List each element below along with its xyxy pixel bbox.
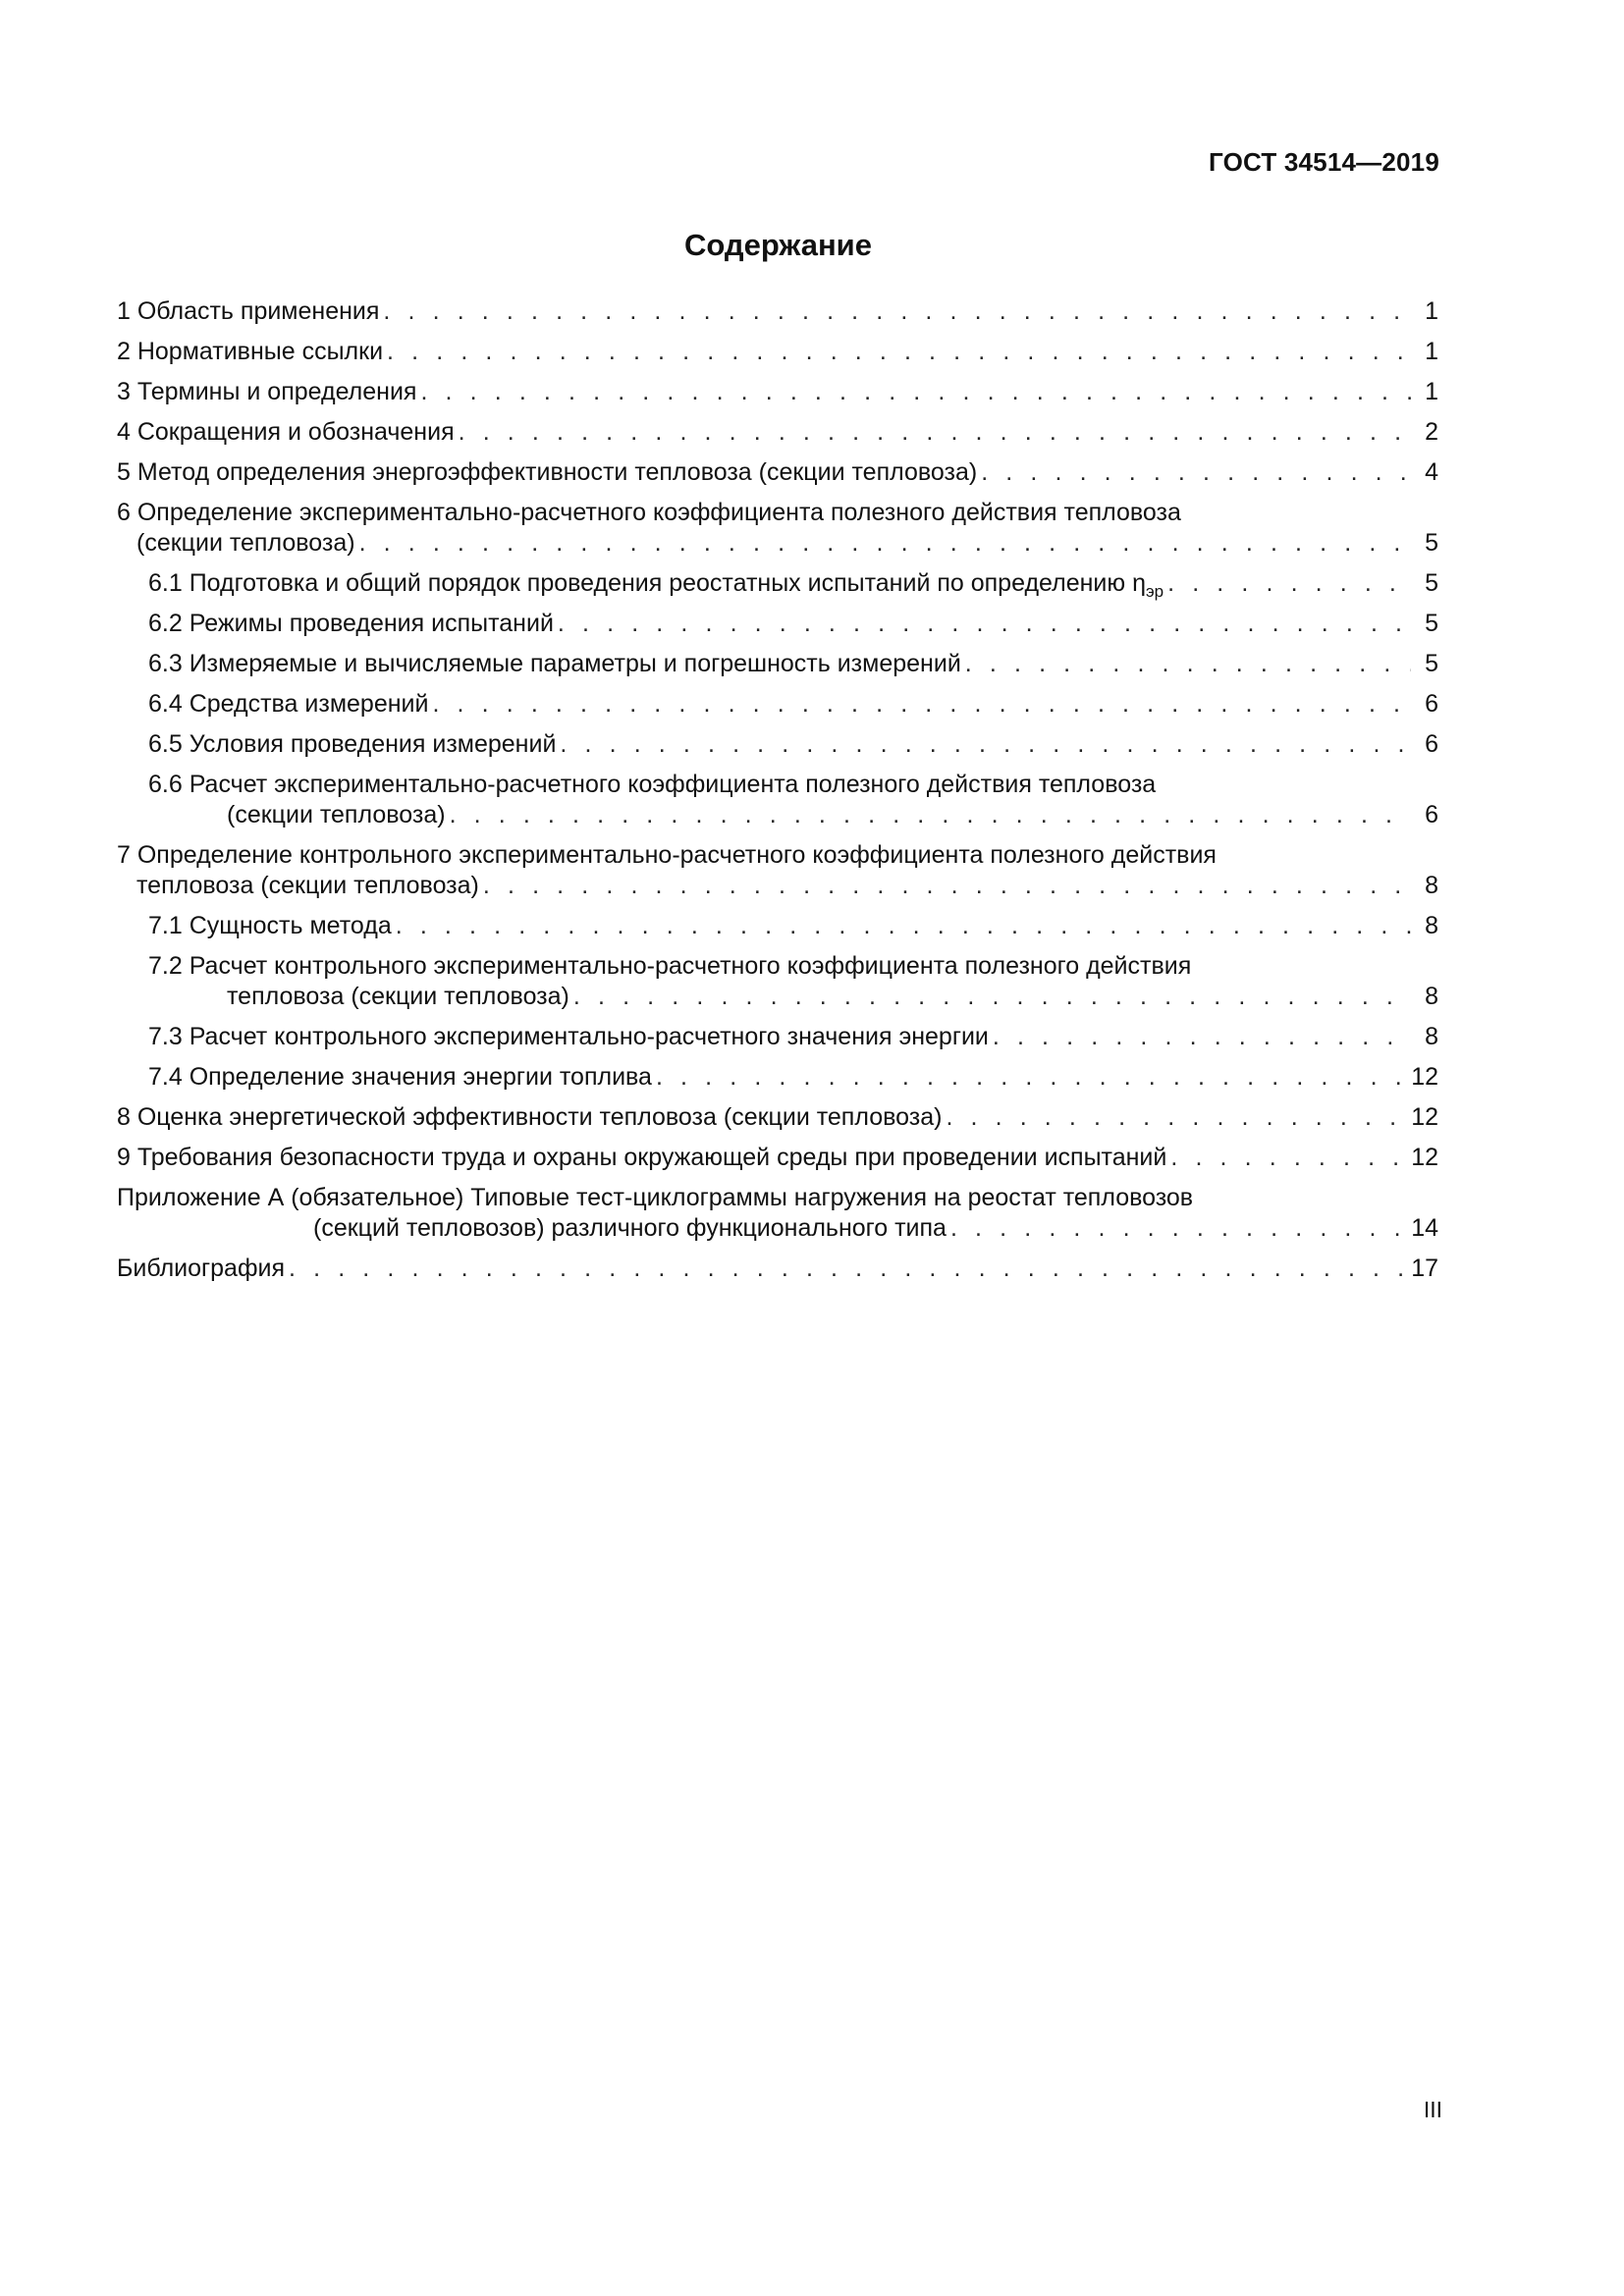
toc-entry-6-5[interactable] — [117, 729, 1438, 760]
toc-entry-text: 7.3 Расчет контрольного экспериментально-расчетного значения энергии — [148, 1023, 989, 1050]
toc-page-number: 1 — [1425, 338, 1438, 365]
leader-dots — [432, 689, 1411, 720]
leader-dots — [396, 911, 1411, 941]
toc-page-number: 8 — [1425, 1023, 1438, 1050]
toc-entry-text: 7.4 Определение значения энергии топлива — [148, 1063, 652, 1091]
toc-entry-text: 7.1 Сущность метода — [148, 912, 392, 939]
leader-dots — [965, 649, 1411, 679]
toc-entry-7[interactable] — [117, 840, 1438, 901]
toc-entry-3[interactable] — [117, 377, 1438, 407]
page-number: III — [1423, 2097, 1442, 2122]
toc-entry-6-1[interactable] — [117, 568, 1438, 599]
toc-page-number: 4 — [1425, 458, 1438, 486]
toc-page-number: 5 — [1425, 650, 1438, 677]
toc-entry-text: 5 Метод определения энергоэффективности тепловоза (секции тепловоза) — [117, 458, 978, 486]
eta-subscript: эр — [1145, 582, 1164, 601]
leader-dots — [950, 1213, 1405, 1244]
leader-dots — [573, 982, 1411, 1012]
leader-dots — [981, 457, 1411, 488]
toc-page-number: 12 — [1411, 1063, 1438, 1091]
toc-entry-text: 6.2 Режимы проведения испытаний — [148, 610, 554, 637]
toc-entry-6[interactable] — [117, 498, 1438, 559]
leader-dots — [459, 417, 1411, 448]
toc-entry-text-line: 6.6 Расчет экспериментально-расчетного коэффициента полезного действия тепловоза — [148, 771, 1157, 798]
leader-dots — [420, 377, 1411, 407]
leader-dots — [359, 528, 1411, 559]
toc-entry-text-line: Приложение А (обязательное) Типовые тест-циклограммы нагружения на реостат тепловозов — [117, 1184, 1194, 1211]
toc-entry-text: Библиография — [117, 1255, 286, 1282]
leader-dots — [450, 800, 1411, 830]
toc-page-number: 12 — [1411, 1144, 1438, 1171]
toc-entry-8[interactable] — [117, 1102, 1438, 1133]
toc-entry-text: тепловоза (секции тепловоза) — [227, 983, 569, 1010]
toc-entry-text: 2 Нормативные ссылки — [117, 338, 384, 365]
toc-title: Содержание — [684, 228, 872, 262]
toc-entry-2[interactable] — [117, 337, 1438, 367]
toc-entry-text: 6.3 Измеряемые и вычисляемые параметры и погрешность измерений — [148, 650, 961, 677]
toc-entry-5[interactable] — [117, 457, 1438, 488]
leader-dots — [558, 609, 1411, 639]
toc-page-number: 8 — [1425, 912, 1438, 939]
toc-entry-6-2[interactable] — [117, 609, 1438, 639]
toc-entry-6-3[interactable] — [117, 649, 1438, 679]
toc-entry-6-6[interactable] — [117, 770, 1438, 830]
toc-entry-text-main: 6.1 Подготовка и общий порядок проведения реостатных испытаний по определению η — [148, 569, 1146, 597]
table-of-contents — [117, 296, 1438, 1284]
leader-dots — [1167, 568, 1411, 599]
toc-entry-text: (секции тепловоза) — [227, 801, 446, 828]
toc-entry-9[interactable] — [117, 1143, 1438, 1173]
toc-page-number: 5 — [1425, 529, 1438, 557]
toc-page-number: 14 — [1411, 1214, 1438, 1242]
leader-dots — [289, 1254, 1405, 1284]
toc-entry-text: (секций тепловозов) различного функционального типа — [313, 1214, 947, 1242]
toc-entry-text: 6.4 Средства измерений — [148, 690, 429, 718]
leader-dots — [383, 296, 1411, 327]
toc-entry-bibliography[interactable] — [117, 1254, 1438, 1284]
toc-entry-text: 1 Область применения — [117, 297, 380, 325]
toc-entry-text — [148, 568, 1164, 607]
toc-page-number: 2 — [1425, 418, 1438, 446]
toc-page-number: 6 — [1425, 690, 1438, 718]
document-code: ГОСТ 34514—2019 — [1209, 147, 1439, 177]
toc-entry-text-line: 7.2 Расчет контрольного экспериментально-расчетного коэффициента полезного действия — [148, 952, 1192, 980]
toc-entry-text: 8 Оценка энергетической эффективности тепловоза (секции тепловоза) — [117, 1103, 943, 1131]
toc-page-number: 6 — [1425, 730, 1438, 758]
toc-entry-text: 6.5 Условия проведения измерений — [148, 730, 557, 758]
toc-page-number: 8 — [1425, 983, 1438, 1010]
toc-entry-7-4[interactable] — [117, 1062, 1438, 1093]
leader-dots — [1170, 1143, 1405, 1173]
toc-entry-text: (секции тепловоза) — [136, 529, 355, 557]
toc-entry-4[interactable] — [117, 417, 1438, 448]
toc-entry-text: 9 Требования безопасности труда и охраны окружающей среды при проведении испытаний — [117, 1144, 1167, 1171]
toc-page-number: 17 — [1411, 1255, 1438, 1282]
toc-entry-6-4[interactable] — [117, 689, 1438, 720]
toc-entry-text: 4 Сокращения и обозначения — [117, 418, 455, 446]
toc-page-number: 5 — [1425, 610, 1438, 637]
toc-entry-7-3[interactable] — [117, 1022, 1438, 1052]
toc-entry-appendix-a[interactable] — [117, 1183, 1438, 1244]
toc-page-number: 12 — [1411, 1103, 1438, 1131]
toc-page-number: 6 — [1425, 801, 1438, 828]
toc-entry-text: тепловоза (секции тепловоза) — [136, 872, 479, 899]
toc-page-number: 8 — [1425, 872, 1438, 899]
leader-dots — [560, 729, 1411, 760]
toc-page-number: 1 — [1425, 297, 1438, 325]
toc-page-number: 1 — [1425, 378, 1438, 405]
leader-dots — [387, 337, 1411, 367]
leader-dots — [946, 1102, 1405, 1133]
toc-entry-text-line: 7 Определение контрольного экспериментально-расчетного коэффициента полезного действия — [117, 841, 1217, 869]
leader-dots — [656, 1062, 1405, 1093]
toc-entry-7-1[interactable] — [117, 911, 1438, 941]
toc-page-number: 5 — [1425, 569, 1438, 597]
toc-entry-text: 3 Термины и определения — [117, 378, 417, 405]
leader-dots — [993, 1022, 1411, 1052]
toc-entry-1[interactable] — [117, 296, 1438, 327]
leader-dots — [483, 871, 1411, 901]
toc-entry-7-2[interactable] — [117, 951, 1438, 1012]
toc-entry-text-line: 6 Определение экспериментально-расчетного коэффициента полезного действия тепловоза — [117, 499, 1181, 526]
